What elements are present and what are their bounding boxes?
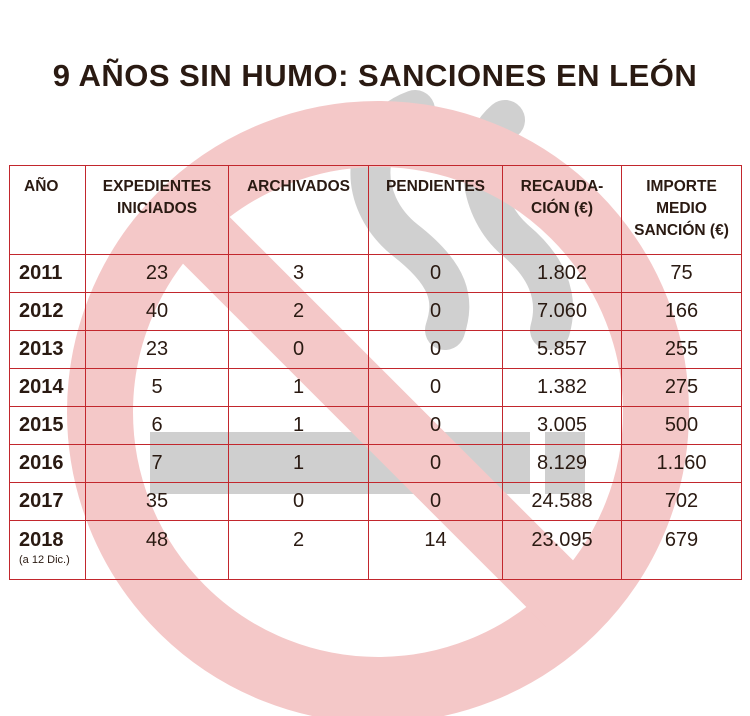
year-note: (a 12 Dic.) <box>19 554 70 566</box>
table-cell: 3 <box>229 255 369 293</box>
table-cell: 0 <box>369 407 503 445</box>
column-header: RECAUDA-CIÓN (€) <box>503 166 622 255</box>
table-cell: 3.005 <box>503 407 622 445</box>
table-cell: 0 <box>369 331 503 369</box>
table-row <box>10 255 742 293</box>
table-cell: 255 <box>622 331 742 369</box>
column-header: AÑO <box>10 166 86 255</box>
table-cell: 0 <box>369 255 503 293</box>
table-cell: 48 <box>86 521 229 580</box>
table-cell: 8.129 <box>503 445 622 483</box>
table-cell: 0 <box>229 483 369 521</box>
table-cell: 500 <box>622 407 742 445</box>
year-cell: 2015 <box>10 407 86 445</box>
column-header: EXPEDIENTES INICIADOS <box>86 166 229 255</box>
table-cell: 24.588 <box>503 483 622 521</box>
table-cell: 275 <box>622 369 742 407</box>
table-cell: 0 <box>229 331 369 369</box>
table-cell: 5.857 <box>503 331 622 369</box>
year-label: 2018 <box>19 529 64 551</box>
table-cell: 2 <box>229 521 369 580</box>
year-cell: 2013 <box>10 331 86 369</box>
year-cell: 2017 <box>10 483 86 521</box>
table-cell: 23 <box>86 331 229 369</box>
table-row <box>10 369 742 407</box>
page-title: 9 AÑOS SIN HUMO: SANCIONES EN LEÓN <box>52 58 698 93</box>
table-cell: 1.160 <box>622 445 742 483</box>
table-cell: 0 <box>369 369 503 407</box>
table-cell: 14 <box>369 521 503 580</box>
table-cell: 1 <box>229 407 369 445</box>
table-row <box>10 521 742 580</box>
table-cell: 6 <box>86 407 229 445</box>
table-cell: 166 <box>622 293 742 331</box>
year-cell: 2012 <box>10 293 86 331</box>
table-cell: 702 <box>622 483 742 521</box>
table-row <box>10 483 742 521</box>
year-cell: 2016 <box>10 445 86 483</box>
table-header-row <box>10 166 742 255</box>
table-cell: 5 <box>86 369 229 407</box>
year-cell: 2011 <box>10 255 86 293</box>
column-header: PENDIENTES <box>369 166 503 255</box>
table-cell: 75 <box>622 255 742 293</box>
table-cell: 40 <box>86 293 229 331</box>
table-cell: 1 <box>229 369 369 407</box>
year-cell <box>10 521 86 580</box>
column-header: ARCHIVADOS <box>229 166 369 255</box>
column-header: IMPORTE MEDIO SANCIÓN (€) <box>622 166 742 255</box>
sanctions-table <box>9 165 742 580</box>
table-cell: 2 <box>229 293 369 331</box>
table-row <box>10 445 742 483</box>
table-cell: 679 <box>622 521 742 580</box>
table-row <box>10 293 742 331</box>
table-cell: 7 <box>86 445 229 483</box>
table-cell: 23 <box>86 255 229 293</box>
table-cell: 1.802 <box>503 255 622 293</box>
table-cell: 0 <box>369 293 503 331</box>
table-cell: 23.095 <box>503 521 622 580</box>
year-cell: 2014 <box>10 369 86 407</box>
table-cell: 7.060 <box>503 293 622 331</box>
table-cell: 1 <box>229 445 369 483</box>
table-row <box>10 407 742 445</box>
table-cell: 35 <box>86 483 229 521</box>
table-cell: 1.382 <box>503 369 622 407</box>
table-cell: 0 <box>369 483 503 521</box>
table-row <box>10 331 742 369</box>
table-cell: 0 <box>369 445 503 483</box>
